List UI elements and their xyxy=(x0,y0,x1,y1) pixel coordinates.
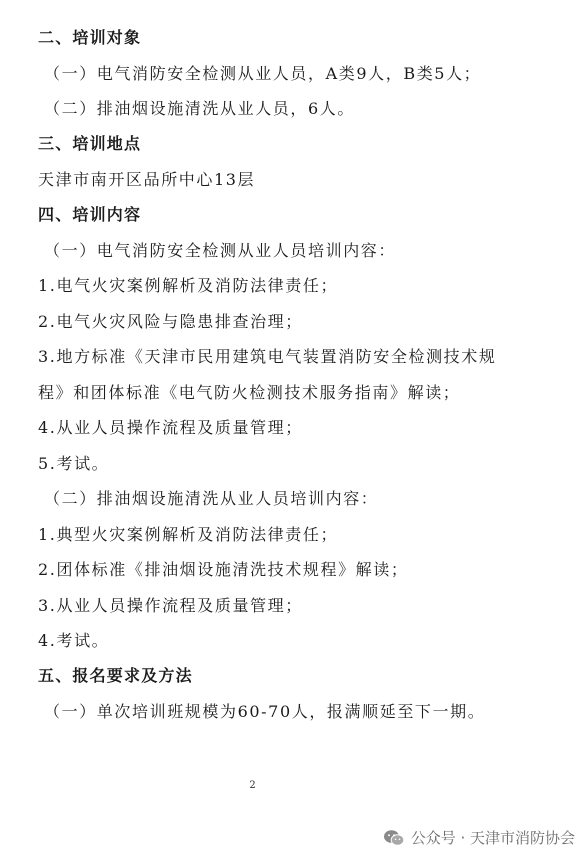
list-item: 4.考试。 xyxy=(38,631,110,650)
list-item: 3.地方标准《天津市民用建筑电气装置消防安全检测技术规 xyxy=(38,347,497,366)
watermark xyxy=(383,827,575,848)
page-number: 2 xyxy=(249,780,256,791)
section-heading-content: 四、培训内容 xyxy=(38,205,142,224)
list-item: 3.从业人员操作流程及质量管理； xyxy=(38,596,303,615)
list-item: 5.考试。 xyxy=(38,454,110,473)
watermark-text: 公众号 · 天津市消防协会 xyxy=(410,829,575,847)
subheading: （二）排油烟设施清洗从业人员培训内容： xyxy=(44,489,379,508)
text-line: （一）单次培训班规模为60-70人，报满顺延至下一期。 xyxy=(44,702,486,721)
text-line: 天津市南开区品所中心13层 xyxy=(38,170,256,189)
list-item-continuation: 程》和团体标准《电气防火检测技术服务指南》解读； xyxy=(38,383,461,402)
list-item: 4.从业人员操作流程及质量管理； xyxy=(38,418,303,437)
list-item: 1.电气火灾案例解析及消防法律责任； xyxy=(38,276,339,295)
section-heading-trainees: 二、培训对象 xyxy=(38,28,142,47)
list-item: 1.典型火灾案例解析及消防法律责任； xyxy=(38,525,339,544)
list-item: 2.团体标准《排油烟设施清洗技术规程》解读； xyxy=(38,560,409,579)
subheading: （一）电气消防安全检测从业人员培训内容： xyxy=(44,241,397,260)
text-line: （二）排油烟设施清洗从业人员，6人。 xyxy=(44,99,355,118)
section-heading-location: 三、培训地点 xyxy=(38,134,142,153)
text-line: （一）电气消防安全检测从业人员，A类9人，B类5人； xyxy=(44,64,482,83)
section-heading-registration: 五、报名要求及方法 xyxy=(38,666,193,685)
wechat-icon xyxy=(383,829,405,847)
list-item: 2.电气火灾风险与隐患排查治理； xyxy=(38,312,303,331)
